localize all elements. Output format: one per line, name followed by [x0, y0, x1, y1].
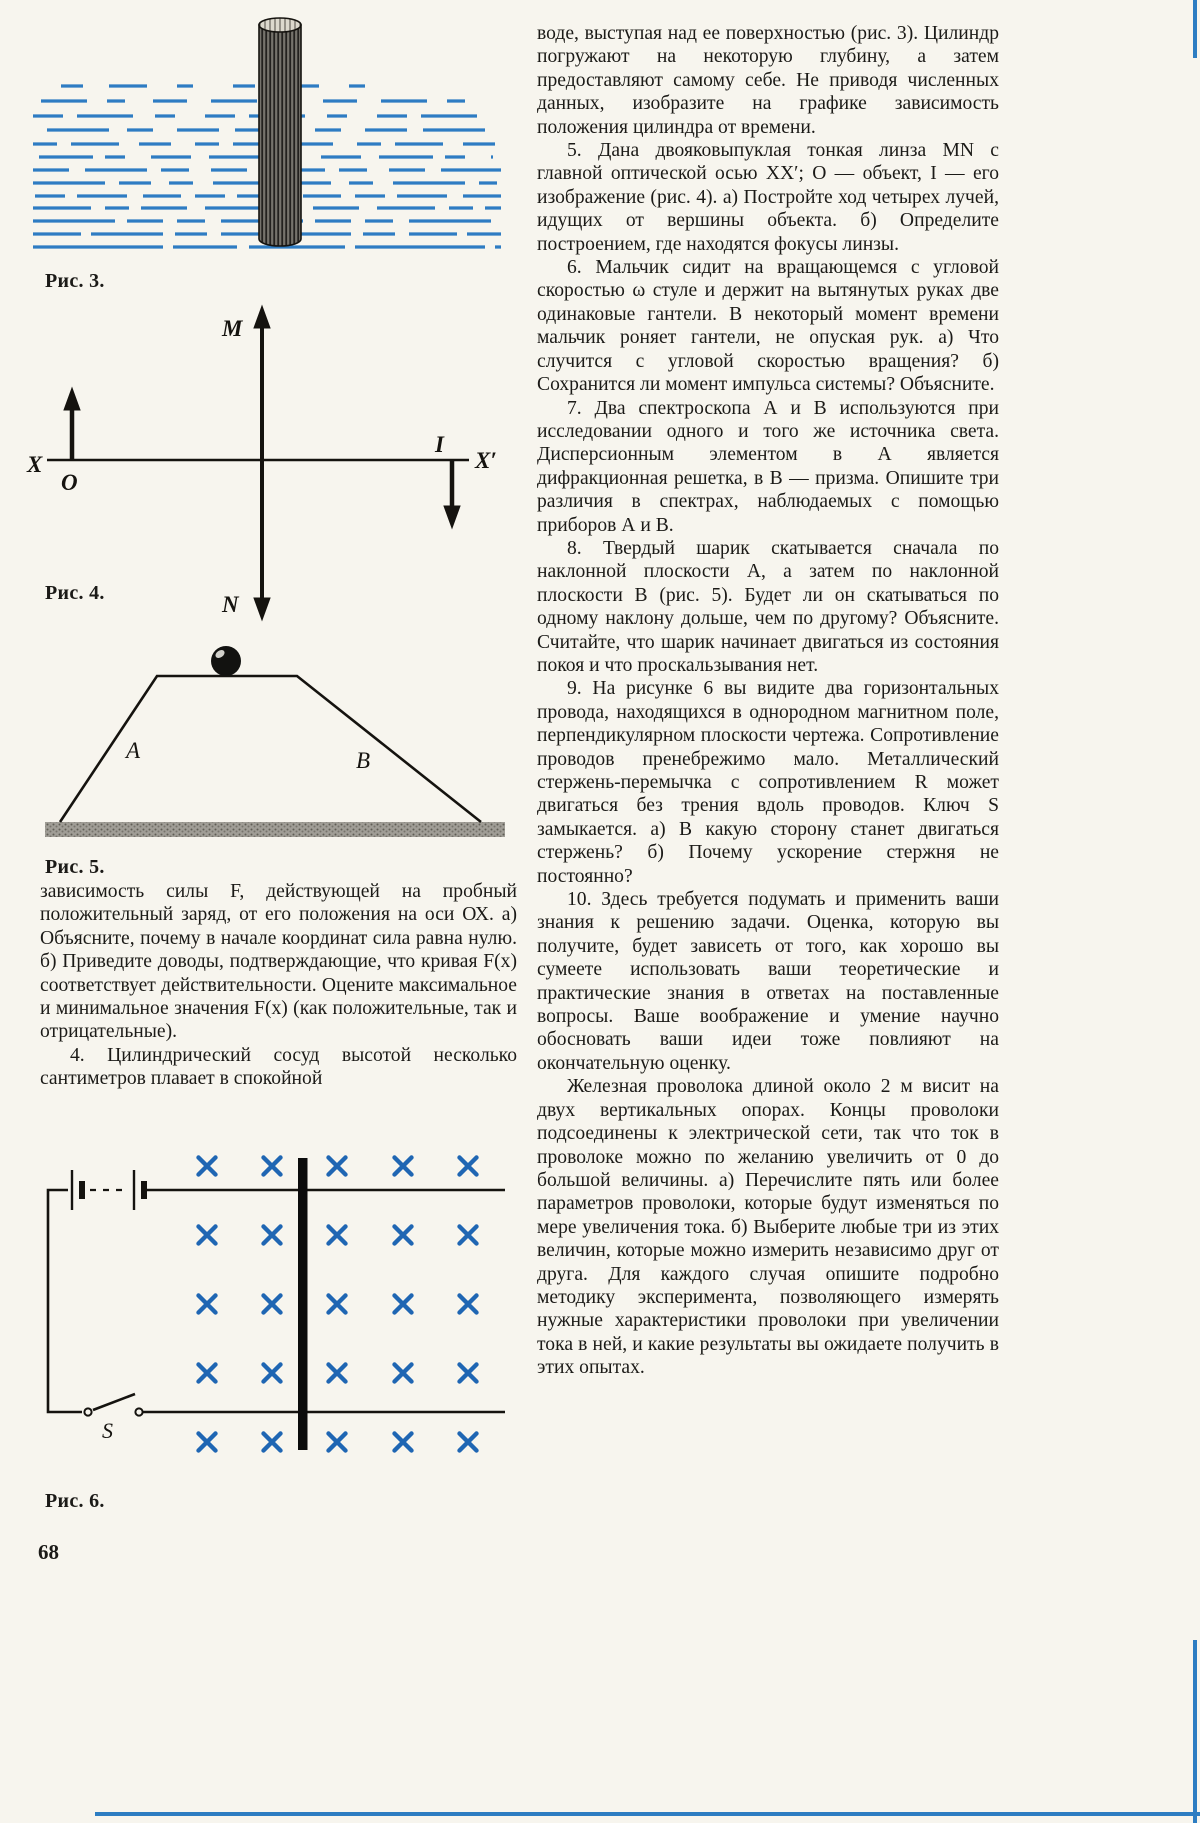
paragraph-problem-5: 5. Дана двояковыпуклая тонкая линза MN с главной оптической осью XX′; O — объект, I — его изображение (рис. 4). а) Постройте ход четырех лучей, идущих от вершины объекта. б) Определите построением, где находятся фокусы линзы. — [537, 140, 999, 255]
label-i: I — [435, 432, 444, 457]
ball-icon — [211, 646, 241, 676]
rod-conductor — [298, 1158, 308, 1450]
paragraph-problem-10-task: Железная проволока длиной около 2 м висит на двух вертикальных опорах. Концы проволоки подсоединены к электрической сети, так что ток в проволоке можно по желанию увеличить от 0 до большой величины. а) Перечислите пять или более параметров проволоки, которые будут изменяться по мере увеличения тока. б) Выберите любые три из этих величин, которые можно измерить независимо друг от друга. Для каждого случая опишите подробно методику эксперимента, позволяющего измерять нужные характеристики проволоки при увеличении тока в ней, и какие результаты вы ожидаете получить в этих опытах. — [537, 1076, 999, 1379]
switch-icon — [84, 1394, 142, 1416]
lens-arrowhead-up-icon — [254, 306, 270, 328]
scan-artifact-right-top — [1193, 0, 1197, 58]
figure-3-floating-cylinder — [33, 8, 505, 270]
incline-outline — [60, 676, 481, 822]
label-s: S — [102, 1418, 113, 1443]
figure-4-caption: Рис. 4. — [45, 582, 105, 604]
magnetic-field-crosses-icon — [199, 1158, 477, 1451]
paragraph: воде, выступая над ее поверхностью (рис. 3). Цилиндр погружают на некоторую глубину, а затем предоставляют самому себе. Не приводя численных данных, изобразите на графике зависимость положения цилиндра от времени. — [537, 23, 999, 138]
figure-6-caption: Рис. 6. — [45, 1490, 105, 1512]
paragraph-problem-8: 8. Твердый шарик скатывается сначала по наклонной плоскости А, а затем по наклонной плоскости В (рис. 5). Будет ли он скатываться по одному наклону дольше, чем по другому? Объясните. Считайте, что шарик начинает двигаться из состояния покоя и что проскальзывания нет. — [537, 537, 999, 676]
label-b: B — [356, 748, 371, 773]
label-n: N — [222, 592, 239, 617]
label-o: O — [61, 470, 78, 495]
label-a: A — [126, 738, 141, 763]
label-m: M — [222, 316, 243, 341]
page-number: 68 — [38, 1540, 59, 1564]
paragraph: 4. Цилиндрический сосуд высотой несколько сантиметров плавает в спокойной — [40, 1044, 517, 1090]
object-arrowhead-icon — [64, 388, 80, 410]
right-text-column — [537, 22, 999, 1380]
image-arrowhead-icon — [444, 506, 460, 528]
figure-5-inclines — [40, 628, 510, 846]
label-x: X — [27, 452, 43, 477]
scan-artifact-right-bottom — [1193, 1640, 1197, 1823]
ground-strip — [45, 822, 505, 837]
label-x-prime: X′ — [475, 448, 497, 473]
figure-6-circuit — [40, 1140, 510, 1475]
paragraph-problem-9: 9. На рисунке 6 вы видите два горизонтальных провода, находящихся в однородном магнитном поле, перпендикулярном плоскости чертежа. Сопротивление проводов пренебрежимо мало. Металлический стержень-перемычка с сопротивлением R может двигаться без трения вдоль проводов. Ключ S замыкается. а) В какую сторону станет двигаться стержень? б) Почему ускорение стержня не постоянно? — [537, 678, 999, 887]
scan-artifact-bottom — [95, 1812, 1200, 1816]
circuit-left-wire — [48, 1190, 82, 1412]
lens-arrowhead-down-icon — [254, 598, 270, 620]
left-text-block — [40, 880, 517, 1091]
paragraph-problem-10: 10. Здесь требуется подумать и применить ваши знания к решению задачи. Оценка, которую вы получите, будет зависеть от того, как хорошо вы сумеете использовать ваши теоретические и практические знания в ответах на поставленные вопросы. Ваше воображение и умение научно обосновать ваши идеи тоже повлияют на окончательную оценку. — [537, 889, 999, 1074]
paragraph-problem-6: 6. Мальчик сидит на вращающемся с угловой скоростью ω стуле и держит на вытянутых руках две одинаковые гантели. В некоторый момент времени мальчик роняет гантели, не опуская рук. а) Что случится с угловой скоростью вращения? б) Сохранится ли момент импульса системы? Объясните. — [537, 257, 999, 396]
paragraph: зависимость силы F, действующей на пробный положительный заряд, от его положения на оси ОХ. а) Объясните, почему в начале координат сила равна нулю. б) Приведите доводы, подтверждающие, что кривая F(x) соответствует действительности. Оцените максимальное и минимальное значения F(x) (как положительные, так и отрицательные). — [40, 881, 517, 1043]
cylinder-icon — [259, 18, 301, 246]
paragraph-problem-7: 7. Два спектроскопа А и В используются при исследовании одного и того же источника света. Дисперсионным элементом в А является дифракционная решетка, в В — призма. Опишите три различия в спектрах, наблюдаемых с помощью приборов А и В. — [537, 397, 999, 536]
battery-icon — [72, 1170, 144, 1210]
figure-5-caption: Рис. 5. — [45, 856, 105, 878]
figure-3-caption: Рис. 3. — [45, 270, 105, 292]
